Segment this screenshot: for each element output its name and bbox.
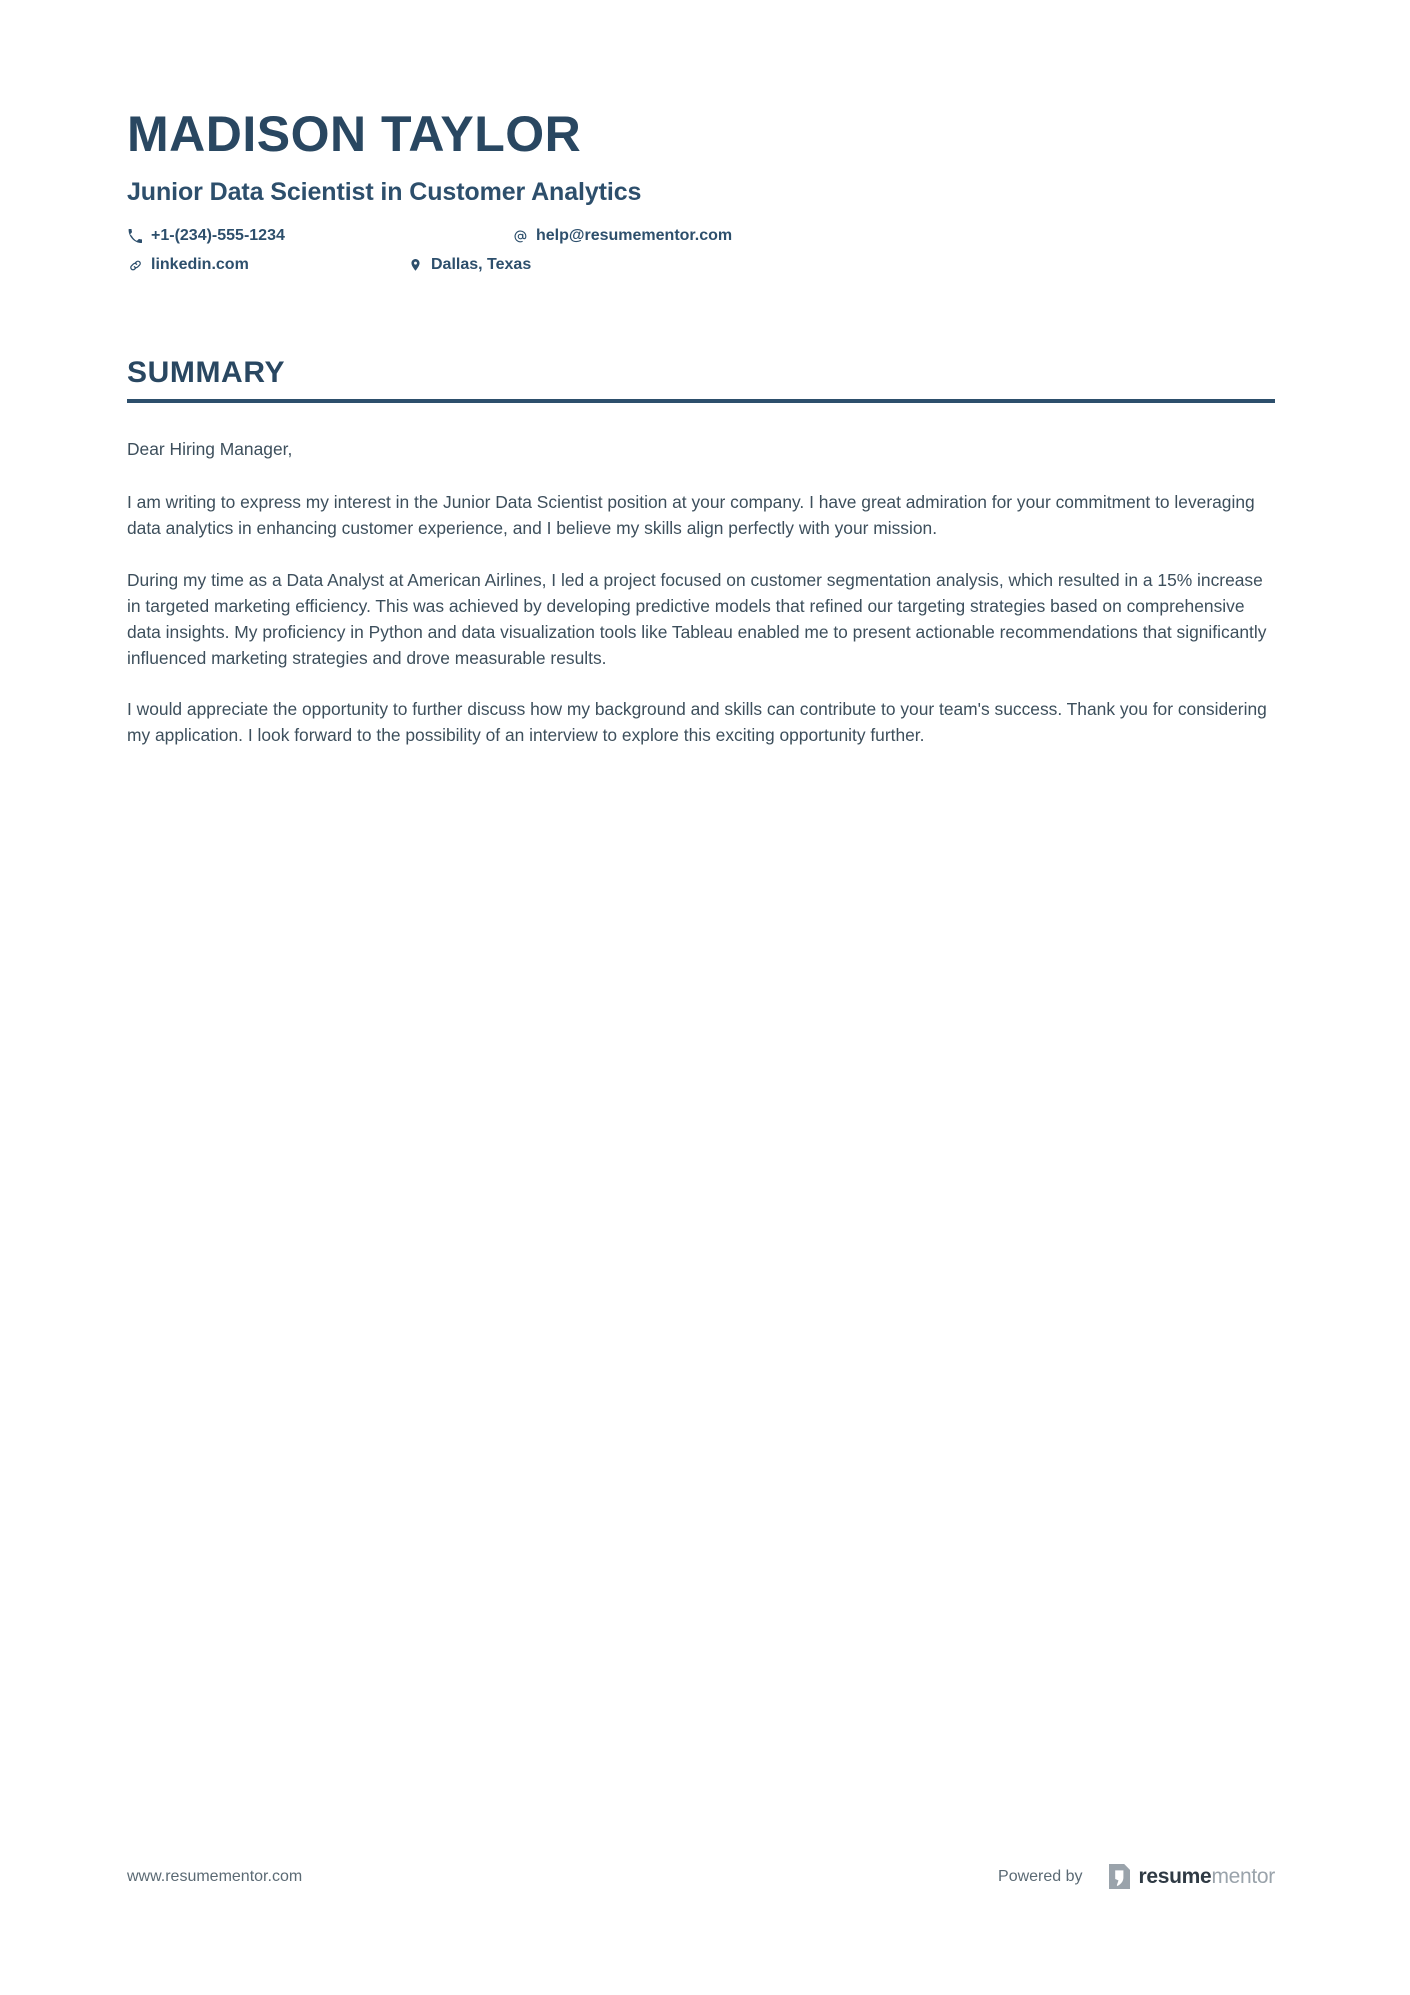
letter-paragraph: I am writing to express my interest in the Junior Data Scientist position at your company. I have great admiration for your commitment to leveraging data analytics in enhancing customer experience, and I believe my skills align perfectly with your mission. bbox=[127, 491, 1255, 538]
contact-location-value: Dallas, Texas bbox=[431, 256, 532, 273]
page-footer bbox=[127, 1864, 1275, 1889]
contact-linkedin-value: linkedin.com bbox=[151, 256, 249, 273]
brand-wordmark-secondary: mentor bbox=[1211, 1865, 1275, 1888]
section-heading-summary: SUMMARY bbox=[127, 356, 286, 389]
at-sign-icon bbox=[512, 227, 528, 245]
contact-info-list bbox=[127, 227, 1137, 274]
contact-email-value: help@resumementor.com bbox=[536, 227, 733, 244]
section-divider bbox=[127, 399, 1275, 403]
brand-wordmark-primary: resume bbox=[1138, 1865, 1212, 1888]
cover-letter-body bbox=[127, 437, 1275, 749]
map-pin-icon bbox=[407, 256, 423, 274]
resumementor-logo[interactable] bbox=[1109, 1864, 1275, 1889]
contact-item-email[interactable] bbox=[512, 227, 897, 245]
phone-icon bbox=[127, 227, 143, 245]
summary-section bbox=[127, 356, 1275, 749]
contact-item-location bbox=[407, 256, 792, 274]
brand-wordmark bbox=[1139, 1866, 1275, 1887]
candidate-full-name: MADISON TAYLOR bbox=[127, 106, 582, 162]
letter-paragraph: I would appreciate the opportunity to further discuss how my background and skills can contribute to your team's success. Thank you for considering my application. I look forward to the possibility of an interview to explore this exciting opportunity further. bbox=[127, 699, 1267, 746]
letter-paragraph: During my time as a Data Analyst at American Airlines, I led a project focused on customer segmentation analysis, which resulted in a 15% increase in targeted marketing efficiency. This was achieved by developing predictive models that refined our targeting strategies based on comprehensive data insights. My proficiency in Python and data visualization tools like Tableau enabled me to present actionable recommendations that significantly influenced marketing strategies and drove measurable results. bbox=[127, 569, 1267, 668]
candidate-job-title: Junior Data Scientist in Customer Analytics bbox=[127, 178, 642, 206]
resumementor-logo-icon bbox=[1109, 1864, 1130, 1889]
document-content bbox=[127, 0, 1275, 749]
resume-header bbox=[127, 0, 1275, 274]
contact-item-linkedin[interactable] bbox=[127, 256, 407, 274]
powered-by-label: Powered by bbox=[998, 1867, 1083, 1885]
footer-branding bbox=[998, 1864, 1275, 1889]
contact-phone-value: +1-(234)-555-1234 bbox=[151, 227, 285, 244]
contact-item-phone[interactable] bbox=[127, 227, 512, 245]
link-icon bbox=[127, 256, 143, 274]
footer-website-url[interactable]: www.resumementor.com bbox=[127, 1867, 303, 1885]
letter-salutation: Dear Hiring Manager, bbox=[127, 439, 293, 459]
